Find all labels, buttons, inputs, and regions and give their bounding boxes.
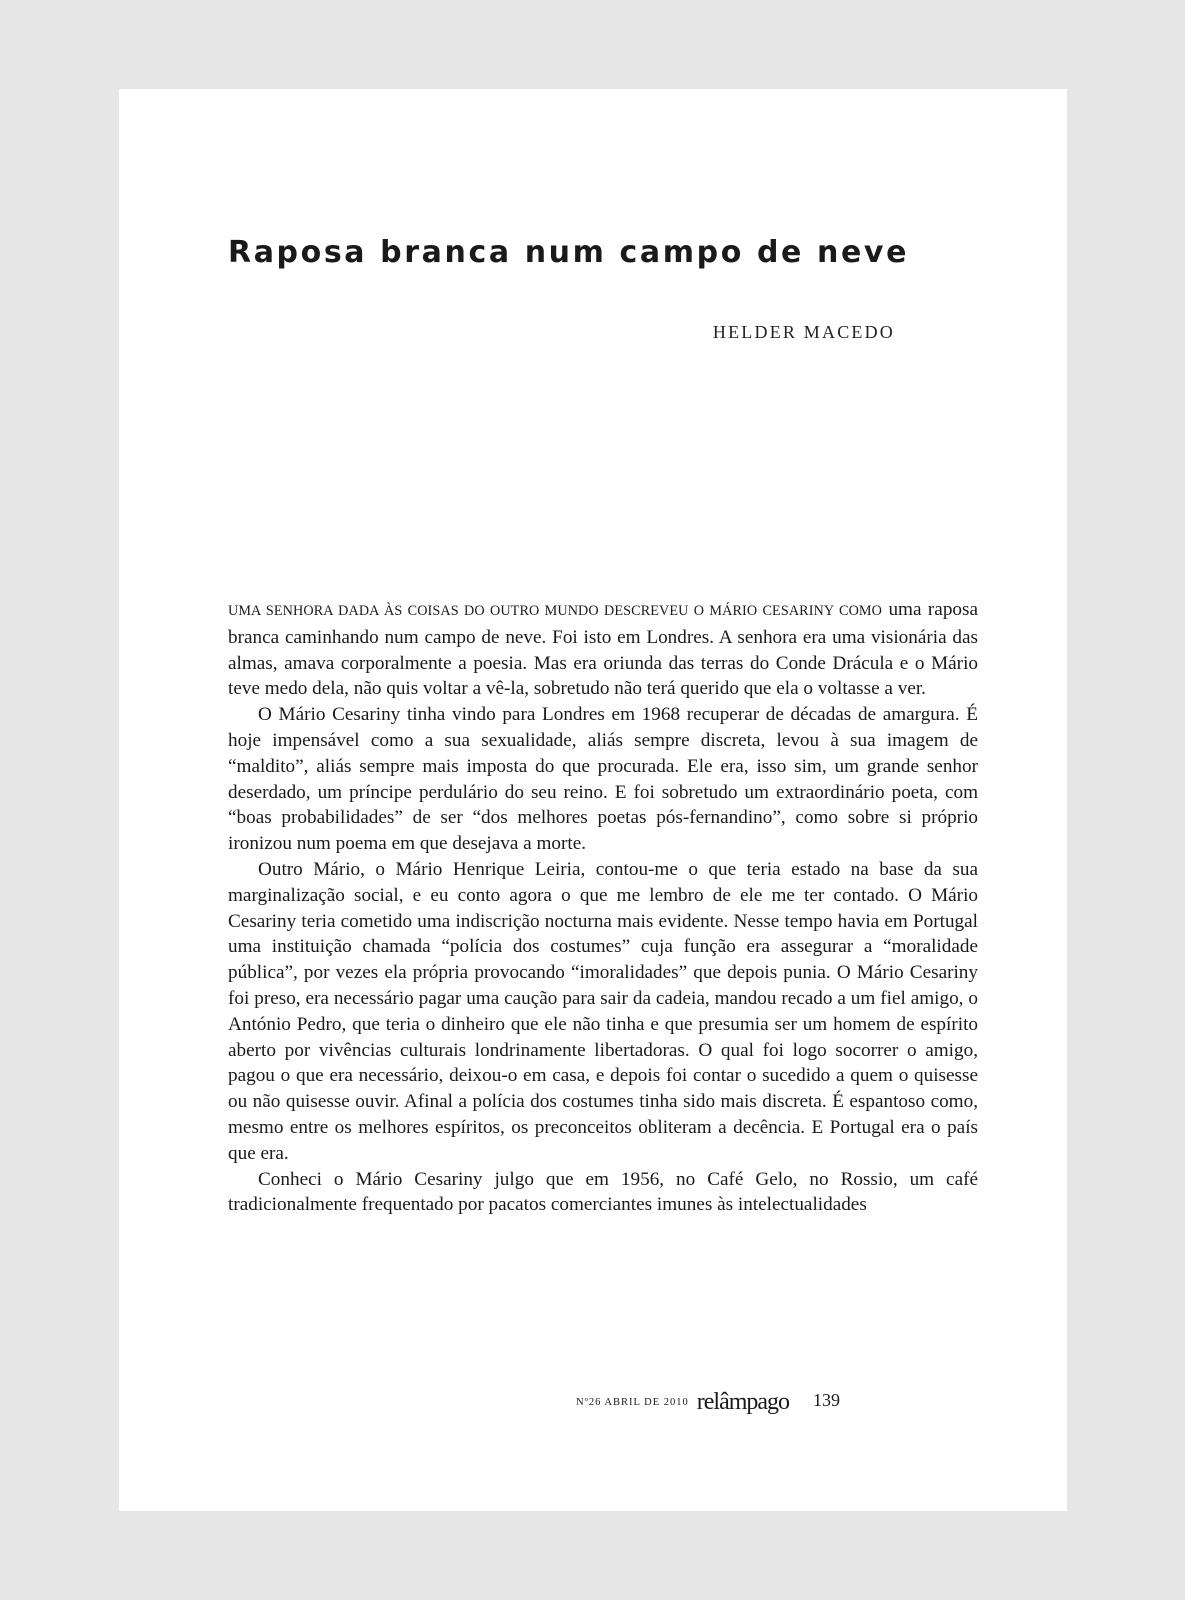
page-footer [576, 1389, 840, 1416]
article-title: Raposa branca num campo de neve [228, 235, 910, 270]
body-paragraph [228, 597, 978, 702]
document-page [119, 89, 1067, 1511]
body-paragraph: O Mário Cesariny tinha vindo para Londres em 1968 recuperar de décadas de amargura. É hoje impensável como a sua sexualidade, aliás sempre discreta, levou à sua imagem de “maldito”, aliás sempre mais imposta do que procurada. Ele era, isso sim, um grande senhor deserdado, um príncipe perdulário do seu reino. E foi sobretudo um extraordinário poeta, com “boas probabilidades” de ser “dos melhores poetas pós-fernandino”, como sobre si próprio ironizou num poema em que desejava a morte. [228, 704, 978, 855]
body-paragraph: Outro Mário, o Mário Henrique Leiria, contou-me o que teria estado na base da sua marginalização social, e eu conto agora o que me lembro de ele me ter contado. O Mário Cesariny teria cometido uma indiscrição nocturna mais evidente. Nesse tempo havia em Portugal uma instituição chamada “polícia dos costumes” cuja função era assegurar a “moralidade pública”, por vezes ela própria provocando “imoralidades” que depois punia. O Mário Cesariny foi preso, era necessário pagar uma caução para sair da cadeia, mandou recado a um fiel amigo, o António Pedro, que teria o dinheiro que ele não tinha e que presumia ser um homem de espírito aberto por vivências culturais londrinamente libertadoras. O qual foi logo socorrer o amigo, pagou o que era necessário, deixou-o em casa, e depois foi contar o sucedido a quem o quisesse ou não quisesse ouvir. Afinal a polícia dos costumes tinha sido mais discreta. É espantoso como, mesmo entre os melhores espíritos, os preconceitos obliteram a decência. E Portugal era o país que era. [228, 858, 978, 1164]
paragraph-1-text: uma raposa branca caminhando num campo de neve. Foi isto em Londres. A senhora era uma visionária das almas, amava corporalmente a poesia. Mas era oriunda das terras do Conde Drácula e o Mário teve medo dela, não quis voltar a vê-la, sobretudo não terá querido que ela o voltasse a ver. [228, 599, 978, 700]
opening-small-caps: UMA SENHORA DADA ÀS COISAS DO OUTRO MUNDO DESCREVEU O MÁRIO CESARINY COMO [228, 603, 882, 619]
page-number: 139 [813, 1390, 841, 1410]
article-body [228, 597, 978, 1218]
article-author: HELDER MACEDO [712, 322, 895, 342]
body-paragraph: Conheci o Mário Cesariny julgo que em 1956, no Café Gelo, no Rossio, um café tradicionalmente frequentado por pacatos comerciantes imunes às intelectualidades [228, 1168, 978, 1216]
issue-info: Nº26 ABRIL DE 2010 [576, 1397, 689, 1408]
magazine-name: relâmpago [696, 1389, 790, 1415]
